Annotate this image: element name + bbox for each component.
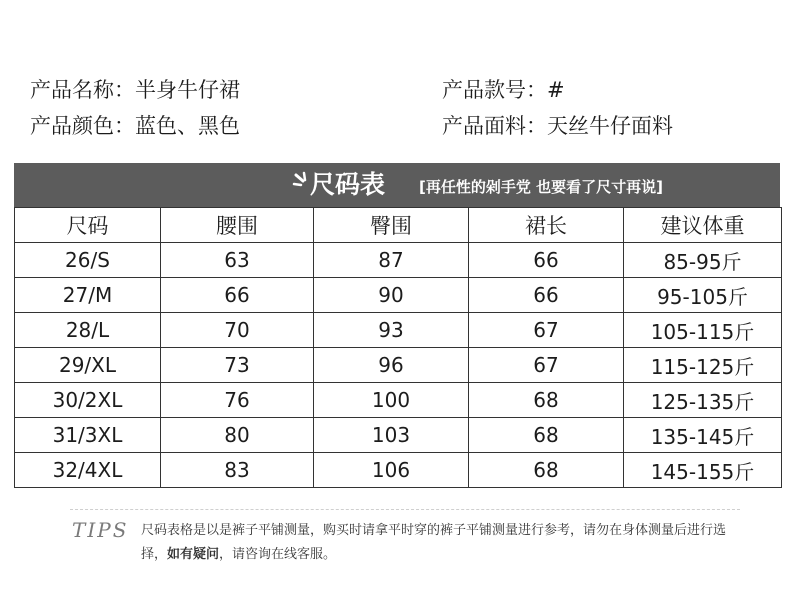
cell-size: 31/3XL bbox=[15, 418, 161, 453]
product-name-line bbox=[30, 77, 240, 103]
cell-waist: 66 bbox=[161, 278, 314, 313]
cell-skirt-length: 67 bbox=[469, 348, 624, 383]
product-style-number-label: 产品款号： bbox=[442, 78, 547, 102]
size-chart-subtitle: [再任性的剁手党 也要看了尺寸再说] bbox=[419, 178, 663, 196]
cell-waist: 70 bbox=[161, 313, 314, 348]
cell-waist: 76 bbox=[161, 383, 314, 418]
product-fabric-line bbox=[442, 113, 673, 139]
column-header-skirt-length: 裙长 bbox=[469, 208, 624, 243]
cell-weight: 115-125斤 bbox=[624, 348, 782, 383]
cell-size: 29/XL bbox=[15, 348, 161, 383]
product-color-value: 蓝色、黑色 bbox=[135, 114, 240, 138]
product-style-number-line bbox=[442, 77, 565, 103]
cell-weight: 145-155斤 bbox=[624, 453, 782, 488]
product-color-label: 产品颜色： bbox=[30, 114, 135, 138]
cell-hip: 100 bbox=[314, 383, 469, 418]
tips-label: TIPS bbox=[72, 518, 129, 542]
table-row bbox=[15, 313, 782, 348]
cell-waist: 83 bbox=[161, 453, 314, 488]
table-row bbox=[15, 278, 782, 313]
cell-hip: 103 bbox=[314, 418, 469, 453]
cell-size: 27/M bbox=[15, 278, 161, 313]
product-name-value: 半身牛仔裙 bbox=[135, 78, 240, 102]
tips-text-part1: 尺码表格是以是裤子平铺测量，购买时请拿平时穿的裤子平铺测量进行参考，请勿在身体测量后进行选择， bbox=[141, 523, 727, 562]
cell-hip: 90 bbox=[314, 278, 469, 313]
product-fabric-label: 产品面料： bbox=[442, 114, 547, 138]
cell-weight: 95-105斤 bbox=[624, 278, 782, 313]
cell-weight: 135-145斤 bbox=[624, 418, 782, 453]
cell-hip: 93 bbox=[314, 313, 469, 348]
cell-waist: 80 bbox=[161, 418, 314, 453]
cell-skirt-length: 68 bbox=[469, 453, 624, 488]
size-table bbox=[14, 207, 782, 488]
table-row bbox=[15, 348, 782, 383]
cell-skirt-length: 68 bbox=[469, 383, 624, 418]
cell-hip: 96 bbox=[314, 348, 469, 383]
table-header-row bbox=[15, 208, 782, 243]
cell-skirt-length: 67 bbox=[469, 313, 624, 348]
product-style-number-value: # bbox=[547, 78, 565, 102]
cell-waist: 73 bbox=[161, 348, 314, 383]
cell-weight: 85-95斤 bbox=[624, 243, 782, 278]
tips-text-bold: 如有疑问 bbox=[167, 547, 220, 562]
cell-skirt-length: 66 bbox=[469, 243, 624, 278]
column-header-hip: 臀围 bbox=[314, 208, 469, 243]
cell-weight: 105-115斤 bbox=[624, 313, 782, 348]
cell-weight: 125-135斤 bbox=[624, 383, 782, 418]
product-color-line bbox=[30, 113, 240, 139]
cell-hip: 106 bbox=[314, 453, 469, 488]
cell-skirt-length: 66 bbox=[469, 278, 624, 313]
cell-size: 28/L bbox=[15, 313, 161, 348]
table-row bbox=[15, 383, 782, 418]
cell-waist: 63 bbox=[161, 243, 314, 278]
column-header-size: 尺码 bbox=[15, 208, 161, 243]
column-header-waist: 腰围 bbox=[161, 208, 314, 243]
table-row bbox=[15, 453, 782, 488]
product-fabric-value: 天丝牛仔面料 bbox=[547, 114, 673, 138]
cell-skirt-length: 68 bbox=[469, 418, 624, 453]
cell-size: 30/2XL bbox=[15, 383, 161, 418]
size-chart-header bbox=[14, 163, 780, 207]
tips-text-part2: ，请咨询在线客服。 bbox=[219, 547, 337, 562]
table-row bbox=[15, 418, 782, 453]
tips-divider bbox=[70, 509, 740, 510]
size-chart-title: 尺码表 bbox=[310, 170, 386, 199]
cell-size: 26/S bbox=[15, 243, 161, 278]
table-row bbox=[15, 243, 782, 278]
cell-size: 32/4XL bbox=[15, 453, 161, 488]
column-header-recommended-weight: 建议体重 bbox=[624, 208, 782, 243]
cell-hip: 87 bbox=[314, 243, 469, 278]
tips-text bbox=[141, 519, 741, 567]
product-name-label: 产品名称： bbox=[30, 78, 135, 102]
